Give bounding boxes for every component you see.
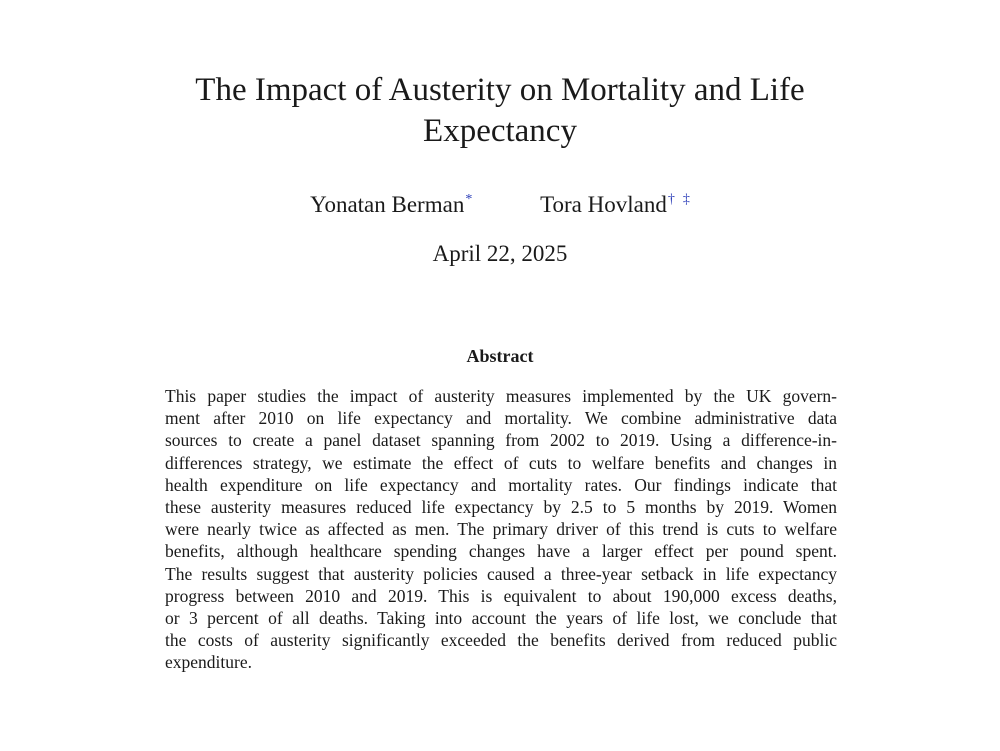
footnote-mark[interactable]: * <box>465 192 473 207</box>
abstract-line: ment after 2010 on life expectancy and mortality. We combine administrative data <box>165 408 837 429</box>
abstract-line: progress between 2010 and 2019. This is equivalent to about 190,000 excess deaths, <box>165 585 837 606</box>
abstract-line: were nearly twice as affected as men. The primary driver of this trend is cuts to welfare <box>165 519 837 540</box>
abstract-line: or 3 percent of all deaths. Taking into account the years of life lost, we conclude that <box>165 607 837 628</box>
abstract-line: sources to create a panel dataset spanning from 2002 to 2019. Using a difference-in- <box>165 430 837 451</box>
author-list <box>0 185 1000 220</box>
abstract-heading: Abstract <box>466 346 534 366</box>
abstract-line: health expenditure on life expectancy and mortality rates. Our findings indicate that <box>165 474 837 495</box>
author-name: Yonatan Berman <box>310 192 465 217</box>
abstract-line: This paper studies the impact of austerity measures implemented by the UK govern- <box>165 386 837 406</box>
publication-date: April 22, 2025 <box>432 241 568 266</box>
abstract-line: expenditure. <box>165 652 252 673</box>
abstract-text <box>165 385 837 673</box>
abstract-line: benefits, although healthcare spending changes have a larger effect per pound spent. <box>165 541 837 562</box>
footnote-mark[interactable]: ‡ <box>682 192 690 207</box>
author-1 <box>310 185 472 220</box>
abstract-line: these austerity measures reduced life expectancy by 2.5 to 5 months by 2019. Women <box>165 496 837 517</box>
abstract-line: differences strategy, we estimate the effect of cuts to welfare benefits and changes in <box>165 452 837 473</box>
author-name: Tora Hovland <box>540 192 667 217</box>
footnote-mark[interactable]: † <box>667 192 675 207</box>
author-2 <box>540 185 690 220</box>
paper-title: The Impact of Austerity on Mortality and Life Expectancy <box>195 72 805 149</box>
abstract-line: the costs of austerity significantly exceeded the benefits derived from reduced public <box>165 630 837 651</box>
abstract-line: The results suggest that austerity policies caused a three-year setback in life expectancy <box>165 563 837 584</box>
